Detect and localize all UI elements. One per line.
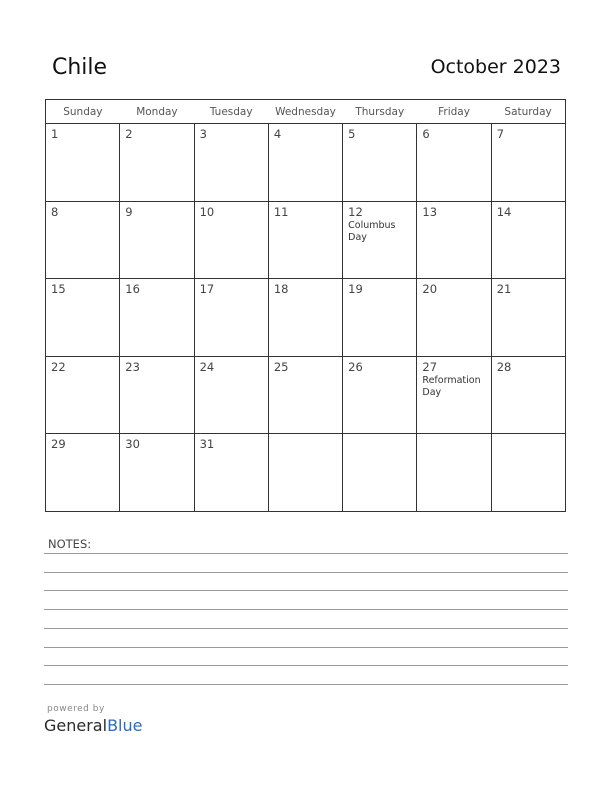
day-number: 18	[273, 282, 289, 297]
day-number: 6	[422, 127, 430, 141]
calendar-week-row	[46, 356, 566, 434]
calendar-day-cell[interactable]	[491, 434, 565, 512]
calendar-grid	[45, 99, 566, 512]
calendar-day-cell[interactable]	[46, 434, 120, 512]
generalblue-logo[interactable]	[44, 716, 142, 735]
day-number: 12	[348, 204, 363, 219]
day-number: 13	[422, 204, 438, 219]
calendar-day-cell[interactable]	[194, 356, 268, 434]
calendar-day-cell[interactable]	[120, 279, 194, 357]
weekday-header: Monday	[120, 100, 194, 124]
calendar-day-cell[interactable]	[194, 434, 268, 512]
notes-line	[44, 647, 568, 648]
notes-label: NOTES:	[48, 537, 92, 551]
calendar-day-cell[interactable]	[343, 201, 417, 279]
month-year-title: October 2023	[430, 56, 561, 78]
day-number: 15	[51, 282, 66, 297]
calendar-day-cell[interactable]	[268, 124, 342, 202]
calendar-day-cell[interactable]	[491, 279, 565, 357]
day-number: 29	[51, 437, 66, 452]
calendar-day-cell[interactable]	[417, 356, 491, 434]
day-number: 17	[199, 282, 215, 297]
day-number: 8	[51, 204, 59, 219]
weekday-header: Sunday	[46, 100, 120, 124]
calendar-day-cell[interactable]	[417, 124, 491, 202]
day-number: 19	[348, 282, 363, 297]
day-number: 30	[125, 437, 140, 452]
calendar-day-cell[interactable]	[194, 279, 268, 357]
calendar-day-cell[interactable]	[268, 434, 342, 512]
calendar-week-row	[46, 201, 566, 279]
day-number: 7	[496, 127, 505, 141]
calendar-day-cell[interactable]	[120, 201, 194, 279]
day-number: 1	[51, 127, 59, 141]
brand-general: General	[44, 716, 108, 735]
day-number: 4	[273, 127, 282, 141]
day-number: 3	[199, 127, 207, 141]
calendar-week-row	[46, 279, 566, 357]
calendar-day-cell[interactable]	[194, 124, 268, 202]
calendar-day-cell[interactable]	[120, 356, 194, 434]
notes-line	[44, 590, 568, 591]
day-number: 16	[125, 282, 140, 297]
day-number: 9	[125, 204, 133, 219]
country-title: Chile	[52, 55, 108, 80]
notes-line	[44, 628, 568, 629]
day-number: 5	[348, 127, 356, 141]
calendar-day-cell[interactable]	[46, 124, 120, 202]
weekday-header: Thursday	[343, 100, 417, 124]
day-number: 10	[199, 204, 215, 219]
day-number: 28	[496, 359, 512, 374]
calendar-day-cell[interactable]	[417, 434, 491, 512]
calendar-day-cell[interactable]	[268, 279, 342, 357]
calendar-day-cell[interactable]	[46, 356, 120, 434]
calendar-day-cell[interactable]	[343, 124, 417, 202]
calendar-day-cell[interactable]	[46, 279, 120, 357]
holiday-label: Reformation Day	[422, 374, 481, 398]
notes-line	[44, 572, 568, 573]
day-number: 14	[496, 204, 512, 219]
notes-line	[44, 609, 568, 610]
day-number: 21	[496, 282, 512, 297]
calendar-week-row	[46, 434, 566, 512]
weekday-header-row	[46, 100, 566, 124]
day-number: 25	[273, 359, 289, 374]
holiday-label: Columbus Day	[348, 219, 396, 243]
calendar-week-row	[46, 124, 566, 202]
calendar-day-cell[interactable]	[120, 434, 194, 512]
brand-blue: Blue	[107, 716, 143, 735]
calendar-body	[46, 124, 566, 512]
calendar-day-cell[interactable]	[343, 279, 417, 357]
day-number: 20	[422, 282, 438, 297]
calendar-day-cell[interactable]	[343, 434, 417, 512]
weekday-header: Wednesday	[268, 100, 342, 124]
day-number: 31	[199, 437, 215, 452]
powered-by-text: powered by	[47, 704, 105, 714]
calendar-day-cell[interactable]	[268, 201, 342, 279]
day-number: 22	[51, 359, 66, 374]
calendar-day-cell[interactable]	[491, 201, 565, 279]
day-number: 2	[125, 127, 133, 141]
calendar-day-cell[interactable]	[417, 279, 491, 357]
weekday-header: Friday	[417, 100, 491, 124]
day-number: 24	[199, 359, 215, 374]
calendar-day-cell[interactable]	[417, 201, 491, 279]
notes-line	[44, 684, 568, 685]
day-number: 27	[422, 359, 438, 374]
day-number: 23	[125, 359, 140, 374]
day-number: 26	[348, 359, 363, 374]
weekday-header: Tuesday	[194, 100, 268, 124]
calendar-day-cell[interactable]	[268, 356, 342, 434]
weekday-header: Saturday	[491, 100, 565, 124]
day-number: 11	[273, 204, 289, 219]
calendar-day-cell[interactable]	[343, 356, 417, 434]
notes-line	[44, 665, 568, 666]
calendar-day-cell[interactable]	[491, 124, 565, 202]
calendar-day-cell[interactable]	[46, 201, 120, 279]
notes-line	[44, 553, 568, 554]
calendar-day-cell[interactable]	[491, 356, 565, 434]
calendar-day-cell[interactable]	[120, 124, 194, 202]
calendar-day-cell[interactable]	[194, 201, 268, 279]
